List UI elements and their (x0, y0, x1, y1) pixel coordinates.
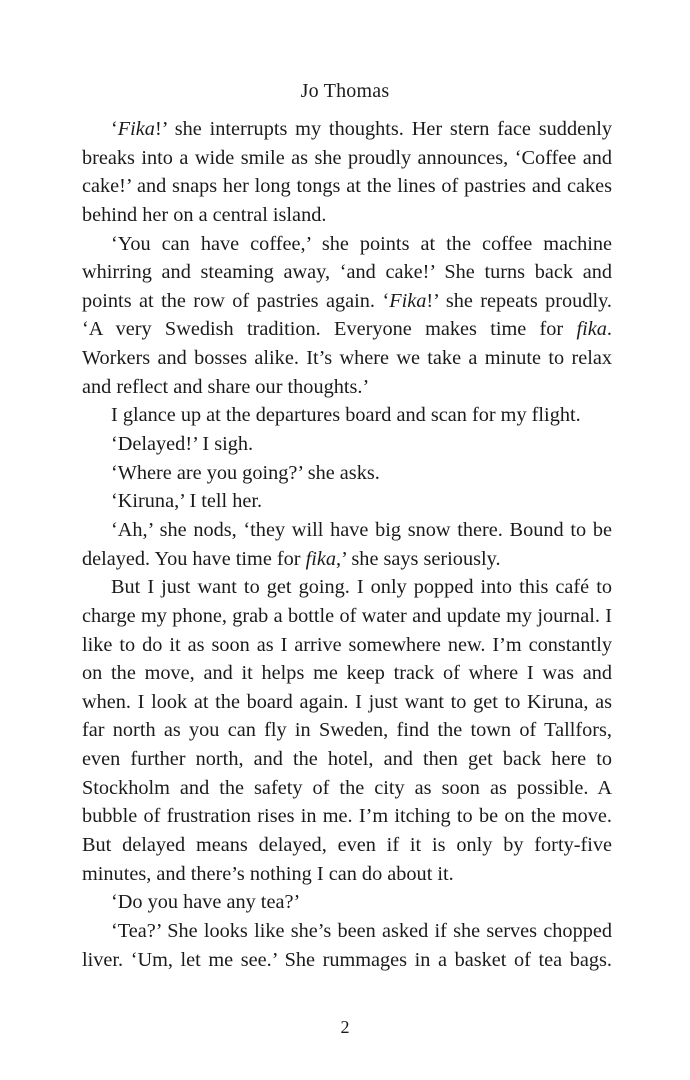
page-number: 2 (340, 1017, 350, 1037)
body-text (82, 115, 612, 974)
text-run: ‘Ah,’ she nods, ‘they will have big snow there. Bound to be delayed. You have time for (82, 518, 612, 570)
text-run: ,’ she says seriously. (336, 547, 501, 570)
paragraph (82, 917, 612, 974)
italic-text: Fika (117, 118, 155, 140)
italic-text: Fika (389, 289, 427, 312)
text-run: ‘Tea?’ She looks like she’s been asked if she serves chopped liver. ‘Um, let me see.’ She rummages in a basket of tea bags. (82, 919, 612, 971)
text-run: I glance up at the departures board and scan for my flight. (111, 404, 581, 427)
paragraph (82, 573, 612, 888)
italic-text: fika (305, 547, 337, 570)
paragraph (82, 888, 612, 917)
text-run: ‘You can have coffee,’ she points at the coffee machine whirring and steaming away, ‘and cake!’ She turns back and points at the row of pastries again. ‘ (82, 232, 612, 312)
paragraph (82, 459, 612, 488)
paragraph (82, 430, 612, 459)
text-run: ‘ (111, 118, 118, 140)
text-run: !’ she repeats proudly. ‘A very Swedish tradition. Everyone makes time for (82, 289, 612, 341)
paragraph (82, 115, 612, 230)
text-run: ‘Delayed!’ I sigh. (111, 433, 254, 456)
italic-text: fika (576, 318, 607, 341)
text-run: ‘Where are you going?’ she asks. (111, 461, 380, 484)
running-head: Jo Thomas (300, 80, 390, 102)
text-run: . Workers and bosses alike. It’s where we take a minute to relax and reflect and share our thoughts.’ (82, 318, 612, 398)
text-run: !’ she interrupts my thoughts. Her stern face suddenly breaks into a wide smile as she proudly announces, ‘Coffee and cake!’ and snaps her long tongs at the lines of pastries and cakes behind her on a central island. (82, 118, 612, 226)
paragraph (82, 401, 612, 430)
paragraph (82, 487, 612, 516)
text-run: ‘Do you have any tea?’ (111, 891, 301, 914)
paragraph (82, 516, 612, 573)
text-run: But I just want to get going. I only popped into this café to charge my phone, grab a bottle of water and update my journal. I like to do it as soon as I arrive somewhere new. I’m constantly on the move, and it helps me keep track of where I was and when. I look at the board again. I just want to get to Kiruna, as far north as you can fly in Sweden, find the town of Tallfors, even further north, and the hotel, and then get back here to Stockholm and the safety of the city as soon as possible. A bubble of frustration rises in me. I’m itching to be on the move. But delayed means delayed, even if it is only by forty-five minutes, and there’s nothing I can do about it. (82, 576, 612, 885)
paragraph (82, 230, 612, 402)
text-run: ‘Kiruna,’ I tell her. (111, 490, 263, 513)
